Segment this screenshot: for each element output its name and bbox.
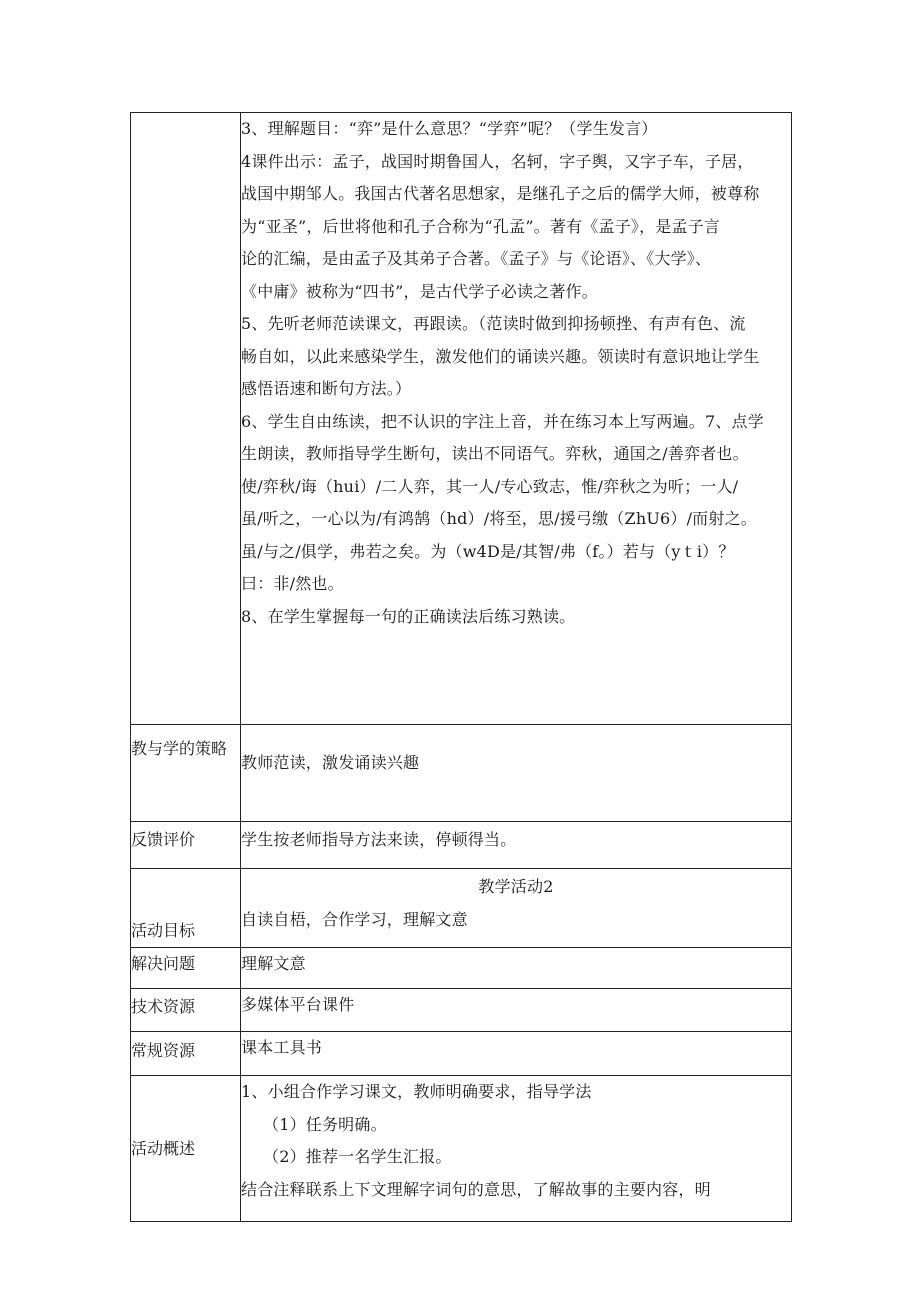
- empty-label-cell: [131, 113, 241, 725]
- tech-label: 技术资源: [131, 989, 241, 1032]
- regular-label: 常规资源: [131, 1032, 241, 1076]
- steps-line: 《中庸》被称为“四书”，是古代学子必读之著作。: [241, 281, 598, 301]
- steps-cell: [241, 113, 792, 725]
- steps-line: 曰：非/然也。: [241, 574, 344, 593]
- table-row-overview: [131, 1076, 792, 1222]
- table-row-feedback: [131, 822, 792, 869]
- steps-line: 战国中期邹人。我国古代著名思想家，是继孔子之后的儒学大师，被尊称: [241, 184, 760, 203]
- feedback-label: 反馈评价: [131, 822, 241, 869]
- activity-goal-value: 自读自梧，合作学习，理解文意: [241, 909, 468, 929]
- tech-value: 多媒体平台课件: [241, 989, 792, 1032]
- steps-line: 5、先听老师范读课文，再跟读。（范读时做到抑扬顿挫、有声有色、流: [241, 314, 746, 333]
- regular-value: 课本工具书: [241, 1032, 792, 1076]
- steps-line: 为“亚圣”，后世将他和孔子合称为“孔孟”。著有《孟子》，是孟子言: [241, 216, 721, 236]
- steps-line: 虽/与之/俱学，弗若之矣。为（w4D是/其智/弗（f。）若与（yｔi）？: [241, 541, 735, 561]
- steps-line: 感悟语速和断句方法。）: [241, 379, 412, 398]
- steps-line: 8、在学生掌握每一句的正确读法后练习熟读。: [241, 606, 576, 626]
- problem-label: 解决问题: [131, 948, 241, 989]
- overview-line: 结合注释联系上下文理解字词句的意思，了解故事的主要内容，明: [241, 1179, 711, 1199]
- steps-line: 4课件出示：孟子，战国时期鲁国人，名轲，字子舆，又字子车，子居，: [241, 151, 754, 171]
- table-row-problem: [131, 948, 792, 989]
- steps-line: 6、学生自由练读，把不认识的字注上音，并在练习本上写两遍。7、点学: [241, 411, 764, 431]
- problem-value: 理解文意: [241, 948, 792, 989]
- steps-line: 生朗读，教师指导学生断句，读出不同语气。弈秋，通国之/善弈者也。: [241, 444, 749, 463]
- activity-goal-label: 活动目标: [131, 869, 241, 948]
- table-row-regular: [131, 1032, 792, 1076]
- overview-label: 活动概述: [131, 1076, 241, 1222]
- strategy-label: 教与学的策略: [131, 725, 241, 822]
- steps-line: 论的汇编，是由孟子及其弟子合著。《孟子》与《论语》、《大学》、: [241, 249, 712, 268]
- table-row-tech: [131, 989, 792, 1032]
- feedback-value: 学生按老师指导方法来读，停顿得当。: [241, 822, 792, 869]
- table-row-activity-goal: [131, 869, 792, 948]
- activity-heading: 教学活动2: [478, 877, 554, 896]
- activity-goal-cell: [241, 869, 792, 948]
- steps-line: 虽/听之，一心以为/有鸿鹄（hd）/将至，思/援弓缴（ZhU6）/而射之。: [241, 509, 757, 528]
- overview-line: （2）推荐一名学生汇报。: [263, 1147, 452, 1166]
- lesson-plan-table: [130, 112, 792, 1222]
- steps-line: 畅自如，以此来感染学生，激发他们的诵读兴趣。领读时有意识地让学生: [241, 346, 760, 366]
- strategy-value: 教师范读，激发诵读兴趣: [241, 725, 792, 822]
- overview-line: （1）任务明确。: [263, 1114, 387, 1134]
- steps-line: 使/弈秋/诲（hui）/二人弈，其一人/专心致志，惟/弈秋之为听；一人/: [241, 476, 739, 496]
- table-row-strategy: [131, 725, 792, 822]
- overview-line: 1、小组合作学习课文，教师明确要求，指导学法: [241, 1082, 592, 1101]
- steps-line: 3、理解题目：“弈”是什么意思？“学弈”呢？（学生发言）: [241, 119, 658, 138]
- table-row-steps: [131, 113, 792, 725]
- overview-cell: [241, 1076, 792, 1222]
